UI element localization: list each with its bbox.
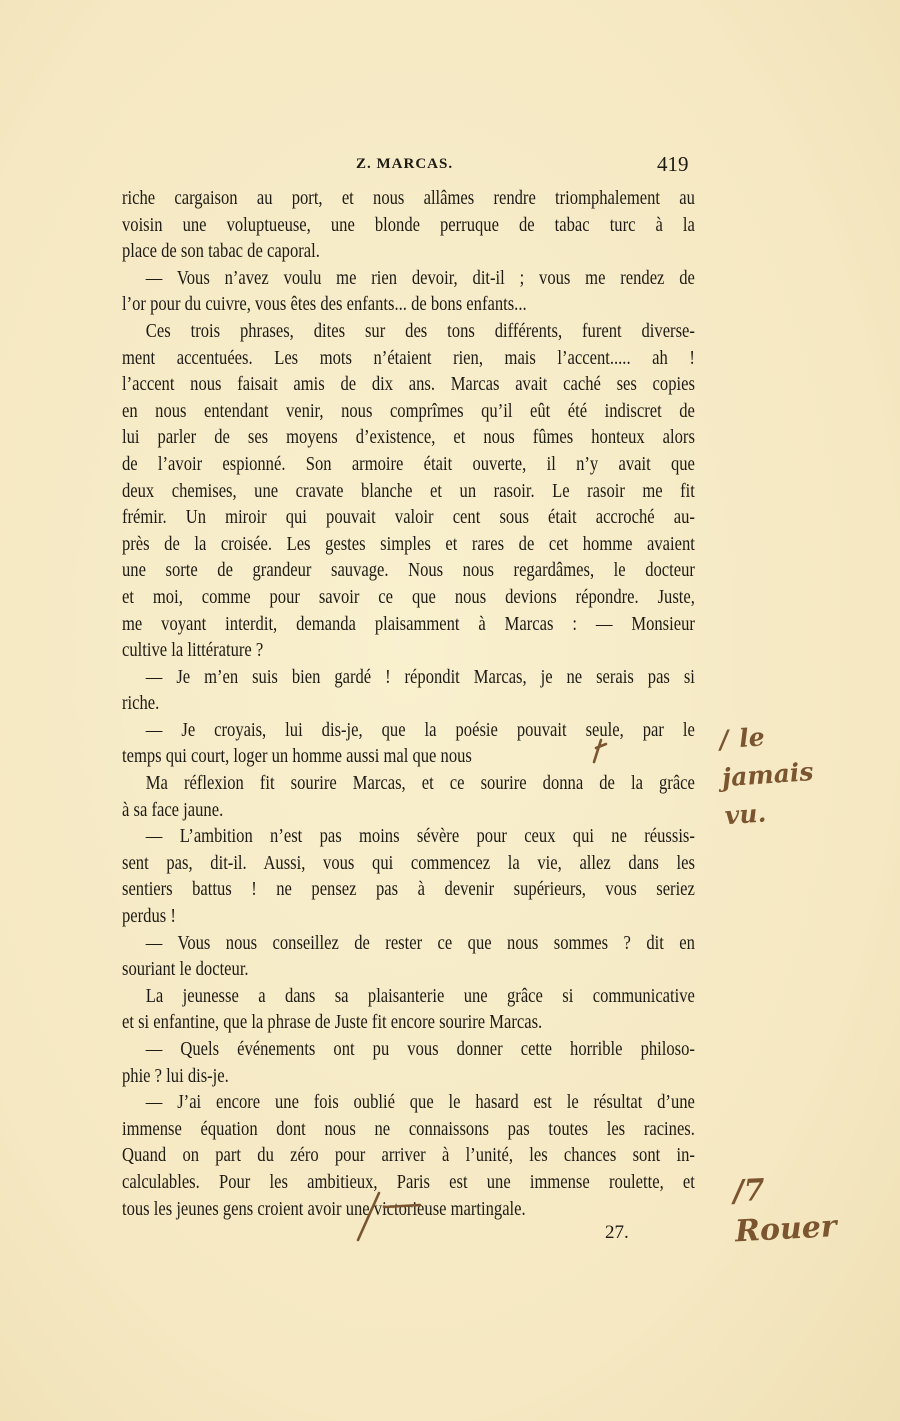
text-line: tous les jeunes gens croient avoir une victorieuse martingale. — [122, 1198, 526, 1220]
text-line: me voyant interdit, demanda plaisamment à Marcas : — Monsieur — [122, 613, 695, 635]
text-line: près de la croisée. Les gestes simples et rares de cet homme avaient — [122, 533, 695, 555]
signature-mark: 27. — [605, 1222, 629, 1243]
text-line: et moi, comme pour savoir ce que nous devions répondre. Juste, — [122, 586, 695, 608]
margin-note-1: / le jamais vu. — [718, 722, 815, 831]
text-line: temps qui court, loger un homme aussi mal que nous — [122, 746, 472, 768]
margin-note-2: /7 Rouer — [732, 1172, 838, 1250]
running-title: Z. MARCAS. — [356, 156, 454, 172]
text-line: riche. — [122, 693, 160, 715]
text-line: riche cargaison au port, et nous allâmes rendre triomphalement au — [122, 188, 695, 209]
text-line: — Vous nous conseillez de rester ce que nous sommes ? dit en — [145, 932, 695, 954]
text-line: l’accent nous faisait amis de dix ans. Marcas avait caché ses copies — [122, 374, 695, 396]
text-line: de l’avoir espionné. Son armoire était ouverte, il n’y avait que — [122, 453, 695, 475]
text-line: sent pas, dit-il. Aussi, vous qui commencez la vie, allez dans les — [122, 852, 695, 874]
text-line: sentiers battus ! ne pensez pas à devenir supérieurs, vous seriez — [122, 879, 695, 901]
text-line: — J’ai encore une fois oublié que le hasard est le résultat d’une — [145, 1092, 695, 1114]
text-line: et si enfantine, que la phrase de Juste fit encore sourire Marcas. — [122, 1012, 543, 1034]
body-text — [122, 186, 695, 1223]
text-line: cultive la littérature ? — [122, 640, 264, 662]
text-line: phie ? lui dis-je. — [122, 1065, 229, 1087]
text-line: — Je m’en suis bien gardé ! répondit Marcas, je ne serais pas si — [145, 666, 695, 688]
page-number: 419 — [657, 152, 689, 176]
text-line: deux chemises, une cravate blanche et un rasoir. Le rasoir me fit — [122, 480, 695, 502]
text-line: place de son tabac de caporal. — [122, 241, 320, 263]
text-line: calculables. Pour les ambitieux, Paris est une immense roulette, et — [122, 1171, 695, 1193]
text-line: Quand on part du zéro pour arriver à l’unité, les chances sont in- — [122, 1145, 695, 1167]
text-line: — Vous n’avez voulu me rien devoir, dit-il ; vous me rendez de — [145, 267, 695, 289]
text-line: — Quels événements ont pu vous donner cette horrible philoso- — [145, 1039, 695, 1060]
text-line: frémir. Un miroir qui pouvait valoir cent sous était accroché au- — [122, 507, 695, 529]
text-line: immense équation dont nous ne connaissons pas toutes les racines. — [122, 1118, 695, 1140]
text-line: La jeunesse a dans sa plaisanterie une grâce si communicative — [145, 985, 695, 1007]
text-line: à sa face jaune. — [122, 799, 224, 821]
text-line: souriant le docteur. — [122, 959, 249, 981]
text-line: une sorte de grandeur sauvage. Nous nous regardâmes, le docteur — [122, 560, 695, 582]
text-line: voisin une voluptueuse, une blonde perruque de tabac turc à la — [122, 214, 695, 236]
text-line: perdus ! — [122, 906, 176, 928]
text-line: l’or pour du cuivre, vous êtes des enfants... de bons enfants... — [122, 294, 527, 316]
text-line: Ces trois phrases, dites sur des tons différents, furent diverse- — [145, 320, 695, 342]
text-line: — Je croyais, lui dis-je, que la poésie pouvait seule, par le — [145, 719, 695, 741]
text-line: Ma réflexion fit sourire Marcas, et ce sourire donna de la grâce — [145, 773, 695, 795]
text-line: en nous entendant venir, nous comprîmes qu’il eût été indiscret de — [122, 400, 695, 422]
text-line: ment accentuées. Les mots n’étaient rien, mais l’accent..... ah ! — [122, 347, 695, 369]
text-line: — L’ambition n’est pas moins sévère pour ceux qui ne réussis- — [145, 826, 695, 848]
text-line: lui parler de ses moyens d’existence, et nous fûmes honteux alors — [122, 427, 695, 449]
